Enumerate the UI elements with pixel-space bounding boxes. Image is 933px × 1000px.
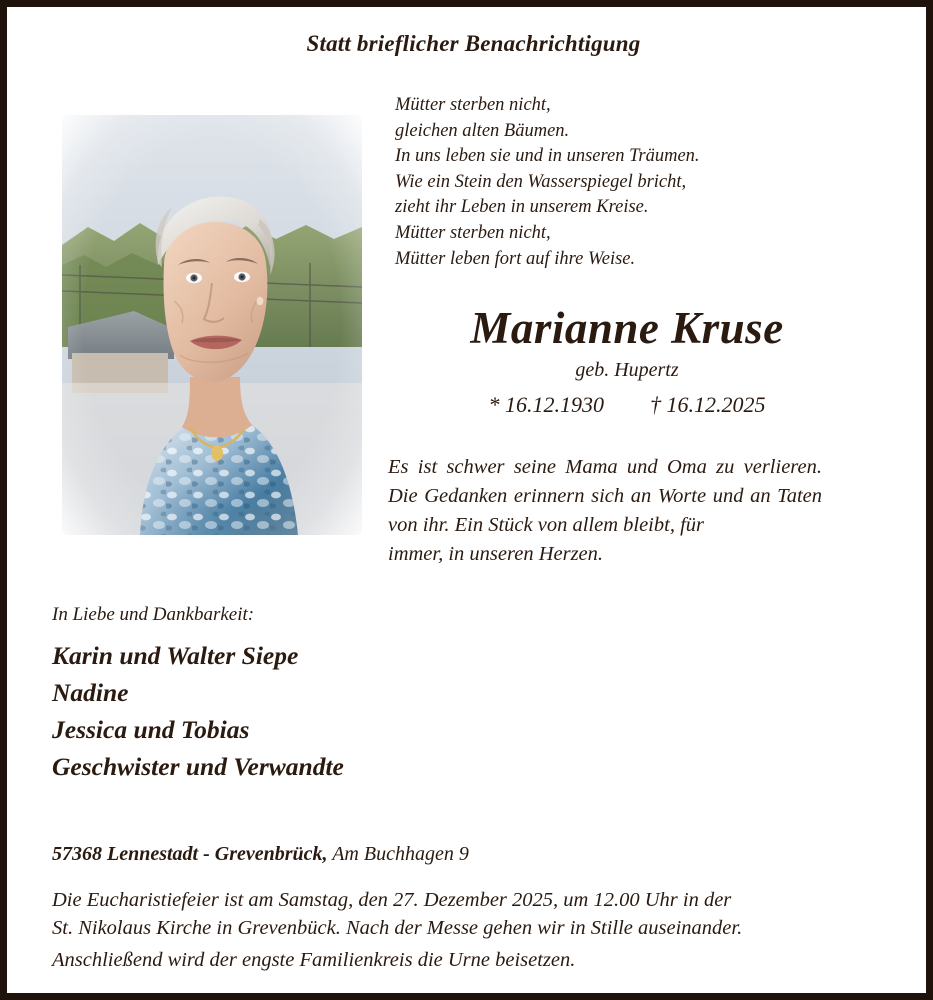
family-name: Jessica und Tobias xyxy=(52,715,250,744)
portrait-illustration xyxy=(62,115,362,535)
life-dates xyxy=(382,390,872,420)
family-intro: In Liebe und Dankbarkeit: xyxy=(52,604,255,625)
poem-line: Mütter sterben nicht, xyxy=(395,95,551,115)
portrait-photo xyxy=(62,115,362,535)
deceased-name: Marianne Kruse xyxy=(470,303,784,353)
family-name: Geschwister und Verwandte xyxy=(52,752,344,781)
service-line: Anschließend wird der engste Familienkreis die Urne beisetzen. xyxy=(52,949,576,971)
poem-block xyxy=(395,93,895,272)
poem-line: zieht ihr Leben in unserem Kreise. xyxy=(395,197,649,218)
service-line: St. Nikolaus Kirche in Grevenbück. Nach der Messe gehen wir in Stille auseinander. xyxy=(52,916,743,939)
notice-header: Statt brieflicher Benachrichtigung xyxy=(306,31,641,56)
address-city: 57368 Lennestadt - Grevenbrück, xyxy=(52,843,328,865)
tribute-text xyxy=(388,453,822,569)
maiden-name: geb. Hupertz xyxy=(575,359,679,381)
address-street: Am Buchhagen 9 xyxy=(332,843,469,865)
deceased-name-block xyxy=(382,302,872,420)
death-date: † 16.12.2025 xyxy=(650,392,766,417)
poem-line: In uns leben sie und in unseren Träumen. xyxy=(395,146,700,167)
poem-line: Mütter leben fort auf ihre Weise. xyxy=(395,248,636,269)
service-details xyxy=(52,887,902,975)
service-line: Die Eucharistiefeier ist am Samstag, den 27. Dezember 2025, um 12.00 Uhr in der xyxy=(52,889,732,911)
poem-line: Wie ein Stein den Wasserspiegel bricht, xyxy=(395,171,687,192)
family-block xyxy=(52,602,612,785)
tribute-paragraph: immer, in unseren Herzen. xyxy=(388,543,604,565)
family-name: Karin und Walter Siepe xyxy=(52,641,299,670)
address-line xyxy=(52,840,752,868)
tribute-paragraph: Es ist schwer seine Mama und Oma zu verlieren. Die Gedanken erinnern sich an Worte und an Taten von ihr. Ein Stück von allem bleibt, für xyxy=(388,456,822,536)
birth-date: * 16.12.1930 xyxy=(488,392,604,417)
poem-line: Mütter sterben nicht, xyxy=(395,222,551,243)
family-name: Nadine xyxy=(52,678,129,707)
poem-line: gleichen alten Bäumen. xyxy=(395,120,570,141)
portrait-image xyxy=(62,115,362,535)
